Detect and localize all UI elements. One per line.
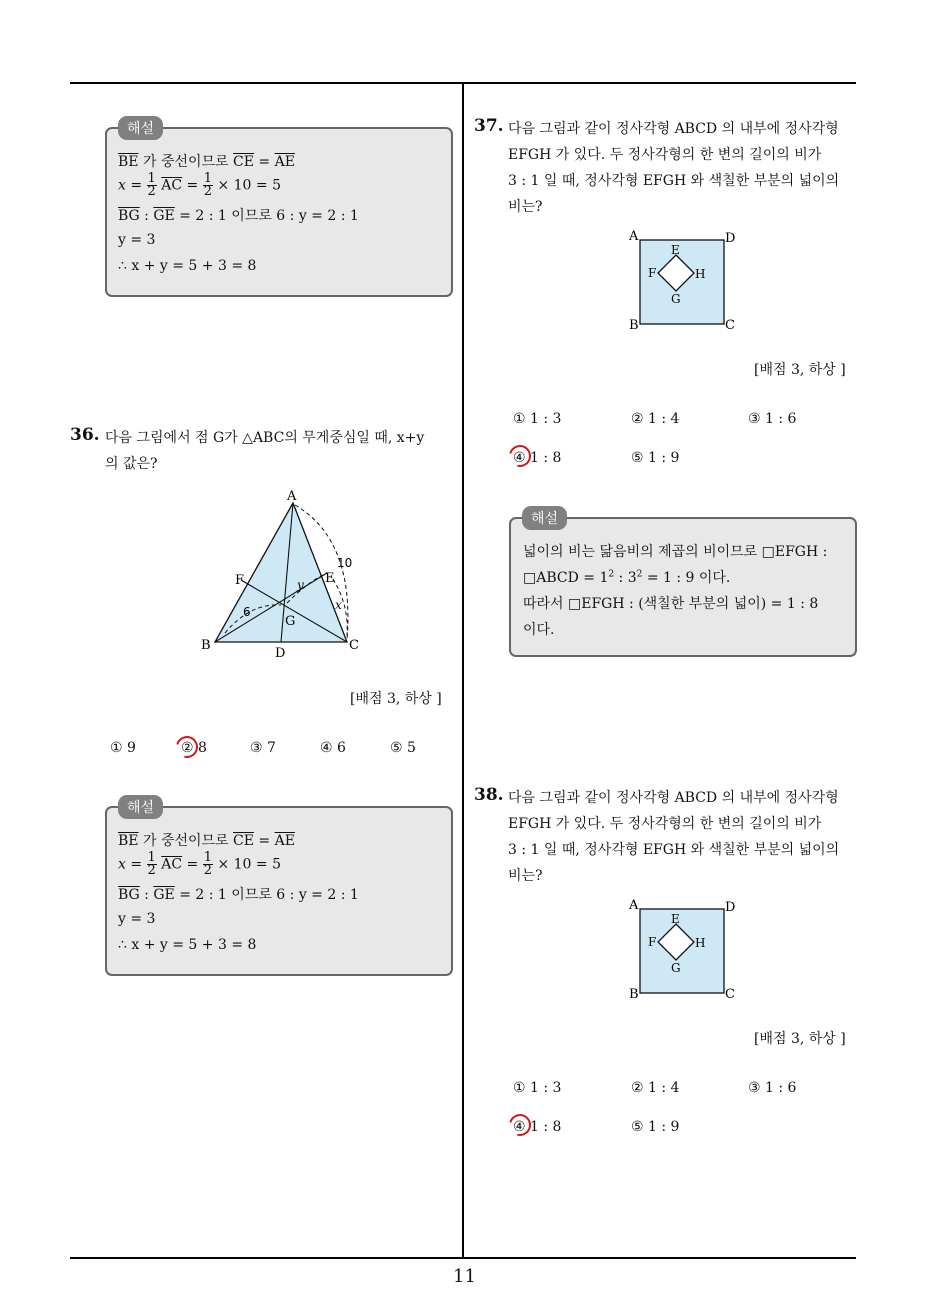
option-2[interactable]: ② 8 [181, 740, 207, 756]
svg-text:A: A [629, 898, 639, 913]
solution-box-bottom: $\overline{BE}$ 가 중선이므로 $\overline{CE} = \overline{AE}$ x = $\frac{1}{2}$ $\overline{AC}$ = $\frac{1}{2}$ × 10 = 5 $\overline{BG}$ : $\overline{GE} = 2$ : 1 이므로 6 : y = 2 : 1 y = 3 ∴ x + y = 5 + 3 = 8 [105, 806, 453, 976]
square-figure [625, 894, 745, 1004]
svg-text:C: C [725, 987, 735, 1002]
label-x: x [335, 598, 342, 612]
svg-text:D: D [725, 231, 736, 246]
svg-text:H: H [695, 936, 706, 950]
option-4[interactable]: ④ 1 : 8 [513, 1119, 562, 1135]
question-number: 38. [474, 785, 504, 805]
label-c: C [349, 638, 359, 653]
answer-mark [172, 732, 202, 762]
svg-text:E: E [671, 912, 680, 926]
score-label: [배점 3, 하상 ] [754, 1031, 846, 1047]
option-1[interactable]: ① 9 [110, 740, 136, 756]
triangle-figure [195, 485, 370, 660]
option-4[interactable]: ④ 6 [320, 740, 346, 756]
option-5[interactable]: ⑤ 1 : 9 [631, 450, 680, 466]
solution-tag: 해설 [118, 116, 163, 140]
question-text: 다음 그림에서 점 G가 △ABC의 무게중심일 때, x+y 의 값은? [105, 430, 425, 472]
answer-mark [505, 1110, 535, 1140]
solution-tag: 해설 [118, 795, 163, 819]
option-1[interactable]: ① 1 : 3 [513, 411, 562, 427]
label-d: D [275, 646, 286, 660]
bottom-rule [70, 1257, 856, 1259]
label-6: 6 [243, 605, 251, 619]
label-10: 10 [337, 556, 353, 570]
square-figure [625, 225, 745, 335]
option-3[interactable]: ③ 7 [250, 740, 276, 756]
question-number: 37. [474, 116, 504, 136]
question-number: 36. [70, 425, 100, 445]
option-3[interactable]: ③ 1 : 6 [748, 411, 797, 427]
svg-text:D: D [725, 900, 736, 915]
question-text: 다음 그림과 같이 정사각형 ABCD 의 내부에 정사각형 EFGH 가 있다. 두 정사각형의 한 변의 길이의 비가 3 : 1 일 때, 정사각형 EFGH 와 색칠한 부분의 넓이의 비는? [508, 790, 840, 884]
solution-tag: 해설 [522, 506, 567, 530]
score-label: [배점 3, 하상 ] [754, 362, 846, 378]
score-label: [배점 3, 하상 ] [350, 691, 442, 707]
answer-mark [505, 441, 535, 471]
solution-box-37: 넓이의 비는 닮음비의 제곱의 비이므로 □EFGH : □ABCD = $1^2$ : $3^2 = 1$ : 9 이다. 따라서 □EFGH : (색칠한 부분의 넓이) = 1 : 8 이다. [509, 517, 857, 657]
svg-text:E: E [671, 243, 680, 257]
svg-text:F: F [648, 935, 657, 949]
label-a: A [287, 489, 297, 504]
svg-text:C: C [725, 318, 735, 333]
svg-text:G: G [671, 292, 681, 306]
svg-text:B: B [629, 987, 639, 1002]
page-number: 11 [453, 1266, 476, 1287]
option-4[interactable]: ④ 1 : 8 [513, 450, 562, 466]
question-text: 다음 그림과 같이 정사각형 ABCD 의 내부에 정사각형 EFGH 가 있다. 두 정사각형의 한 변의 길이의 비가 3 : 1 일 때, 정사각형 EFGH 와 색칠한 부분의 넓이의 비는? [508, 121, 840, 215]
svg-text:A: A [629, 229, 639, 244]
column-divider [462, 82, 464, 1259]
option-2[interactable]: ② 1 : 4 [631, 411, 680, 427]
option-3[interactable]: ③ 1 : 6 [748, 1080, 797, 1096]
label-y: y [297, 578, 304, 592]
svg-text:F: F [648, 266, 657, 280]
option-5[interactable]: ⑤ 5 [390, 740, 416, 756]
option-2[interactable]: ② 1 : 4 [631, 1080, 680, 1096]
label-g: G [285, 614, 296, 629]
label-e: E [325, 571, 335, 586]
svg-text:G: G [671, 961, 681, 975]
solution-box-top: $\overline{BE}$ 가 중선이므로 $\overline{CE} = \overline{AE}$ x = $\frac{1}{2}$ $\overline{AC}$ = $\frac{1}{2}$ × 10 = 5 $\overline{BG}$ : $\overline{GE} = 2$ : 1 이므로 6 : y = 2 : 1 y = 3 ∴ x + y = 5 + 3 = 8 [105, 127, 453, 297]
label-b: B [201, 638, 211, 653]
label-f: F [235, 573, 245, 588]
option-1[interactable]: ① 1 : 3 [513, 1080, 562, 1096]
svg-text:B: B [629, 318, 639, 333]
option-5[interactable]: ⑤ 1 : 9 [631, 1119, 680, 1135]
svg-text:H: H [695, 267, 706, 281]
